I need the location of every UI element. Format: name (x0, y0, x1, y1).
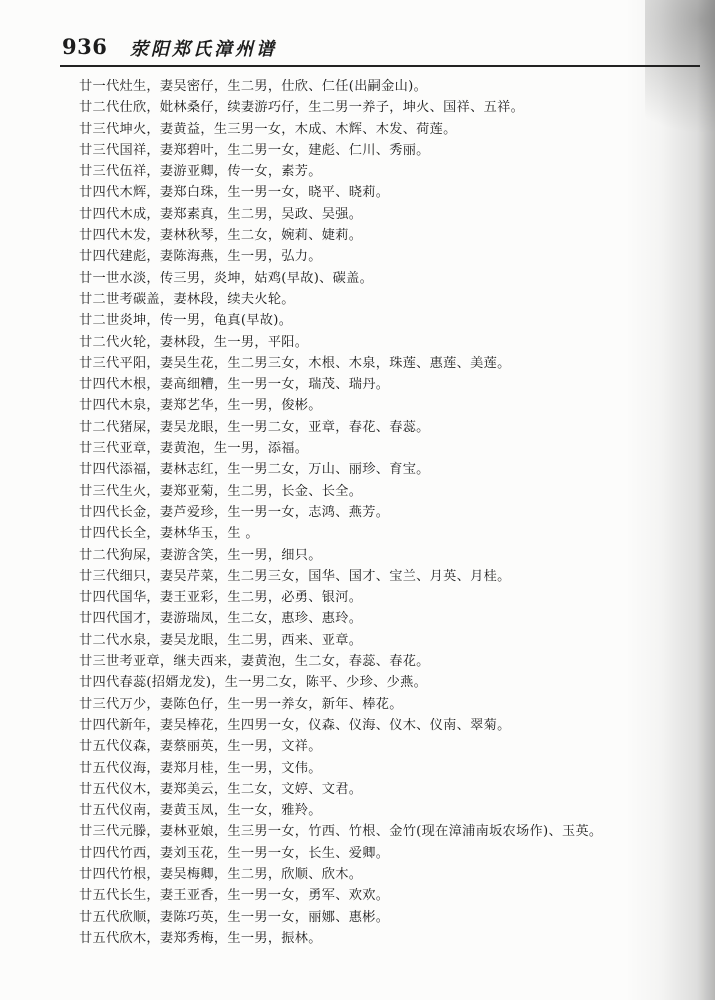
genealogy-entry: 廿一代灶生，妻吴密仔，生二男，仕欣、仁任(出嗣金山)。 (79, 79, 428, 94)
genealogy-entry: 廿二代狗屎，妻游含笑，生一男，细只。 (79, 547, 322, 563)
genealogy-entry: 廿二代火轮，妻林段，生一男，平阳。 (79, 334, 309, 350)
genealogy-entry: 廿四代建彪，妻陈海燕，生一男，弘力。 (79, 249, 322, 265)
genealogy-entry: 廿四代国华，妻王亚彩，生二男，必勇、银河。 (79, 590, 363, 606)
genealogy-entry-list (79, 76, 679, 949)
genealogy-entry: 廿二世考碳盖，妻林段，续夫火轮。 (79, 291, 295, 307)
genealogy-entry: 廿四代竹根，妻吴梅卿，生二男，欣顺、欣木。 (79, 866, 363, 882)
genealogy-entry: 廿四代木根，妻高细糟，生一男一女，瑞茂、瑞丹。 (79, 377, 390, 393)
genealogy-entry: 廿四代木辉，妻郑白珠，生一男一女，晓平、晓莉。 (79, 185, 390, 201)
genealogy-entry: 廿三代生火，妻郑亚菊，生二男，长金、长全。 (79, 483, 363, 499)
genealogy-entry: 廿五代长生，妻王亚香，生一男一女，勇军、欢欢。 (79, 888, 390, 904)
page-number: 936 (62, 34, 108, 59)
genealogy-entry: 廿三代坤火，妻黄益，生三男一女，木成、木辉、木发、荷莲。 (79, 121, 457, 137)
genealogy-entry: 廿五代欣顺，妻陈巧英，生一男一女，丽娜、惠彬。 (79, 909, 390, 925)
genealogy-entry: 廿三代亚章，妻黄泡，生一男，添福。 (79, 441, 309, 457)
genealogy-entry: 廿三代国祥，妻郑碧叶，生二男一女，建彪、仁川、秀丽。 (79, 142, 430, 158)
genealogy-entry: 廿三代细只，妻吴芹菜，生二男三女，国华、国才、宝兰、月英、月桂。 (79, 568, 511, 584)
genealogy-entry: 廿四代国才，妻游瑞凤，生二女，惠珍、惠玲。 (79, 611, 363, 627)
genealogy-entry: 廿四代长金，妻芦爱珍，生一男一女，志鸿、燕芳。 (79, 504, 390, 520)
genealogy-entry: 廿二代仕欣，妣林桑仔，续妻游巧仔，生二男一养子，坤火、国祥、五祥。 (79, 100, 525, 116)
genealogy-entry: 廿一世水淡，传三男，炎坤，姑鸡(早故)、碳盖。 (79, 270, 374, 286)
genealogy-entry: 廿四代长全，妻林华玉，生 。 (79, 526, 259, 542)
genealogy-entry: 廿四代添福，妻林志红，生一男二女，万山、丽珍、育宝。 (79, 462, 430, 478)
genealogy-entry: 廿三代元滕，妻林亚娘，生三男一女，竹西、竹根、金竹(现在漳浦南坂农场作)、玉英。 (79, 824, 603, 840)
genealogy-entry: 廿三代伍祥，妻游亚卿，传一女，素芳。 (79, 164, 322, 180)
genealogy-entry: 廿四代木成，妻郑素真，生二男，吴政、吴强。 (79, 206, 363, 222)
genealogy-entry: 廿五代仪南，妻黄玉凤，生一女，雅羚。 (79, 803, 322, 819)
header-rule (60, 65, 700, 67)
genealogy-entry: 廿五代仪木，妻郑美云，生二女，文婷、文君。 (79, 781, 363, 797)
genealogy-entry: 廿三代万少，妻陈色仔，生一男一养女，新年、棒花。 (79, 696, 403, 712)
genealogy-entry: 廿三世考亚章，继夫西来，妻黄泡，生二女，春蕊、春花。 (79, 654, 430, 670)
genealogy-entry: 廿五代欣木，妻郑秀梅，生一男，振林。 (79, 930, 322, 946)
genealogy-entry: 廿二世炎坤，传一男，龟真(早故)。 (79, 313, 293, 329)
genealogy-entry: 廿二代猪屎，妻吴龙眼，生一男二女，亚章，春花、春蕊。 (79, 419, 430, 435)
genealogy-entry: 廿五代仪森，妻蔡丽英，生一男，文祥。 (79, 739, 322, 755)
book-title: 荥阳郑氏漳州谱 (130, 39, 277, 60)
running-header (60, 30, 700, 64)
genealogy-entry: 廿三代平阳，妻吴生花，生二男三女，木根、木泉，珠莲、惠莲、美莲。 (79, 355, 511, 371)
genealogy-entry: 廿二代水泉，妻吴龙眼，生二男，西来、亚章。 (79, 632, 363, 648)
genealogy-entry: 廿四代木发，妻林秋琴，生二女，婉莉、婕莉。 (79, 228, 363, 244)
genealogy-entry: 廿四代新年，妻吴棒花，生四男一女，仪森、仪海、仪木、仪南、翠菊。 (79, 717, 511, 733)
genealogy-entry: 廿四代竹西，妻刘玉花，生一男一女，长生、爱卿。 (79, 845, 390, 861)
genealogy-entry: 廿四代春蕊(招婿龙发)，生一男二女，陈平、少珍、少燕。 (79, 675, 428, 691)
genealogy-entry: 廿五代仪海，妻郑月桂，生一男，文伟。 (79, 760, 322, 776)
genealogy-entry: 廿四代木泉，妻郑艺华，生一男，俊彬。 (79, 398, 322, 414)
